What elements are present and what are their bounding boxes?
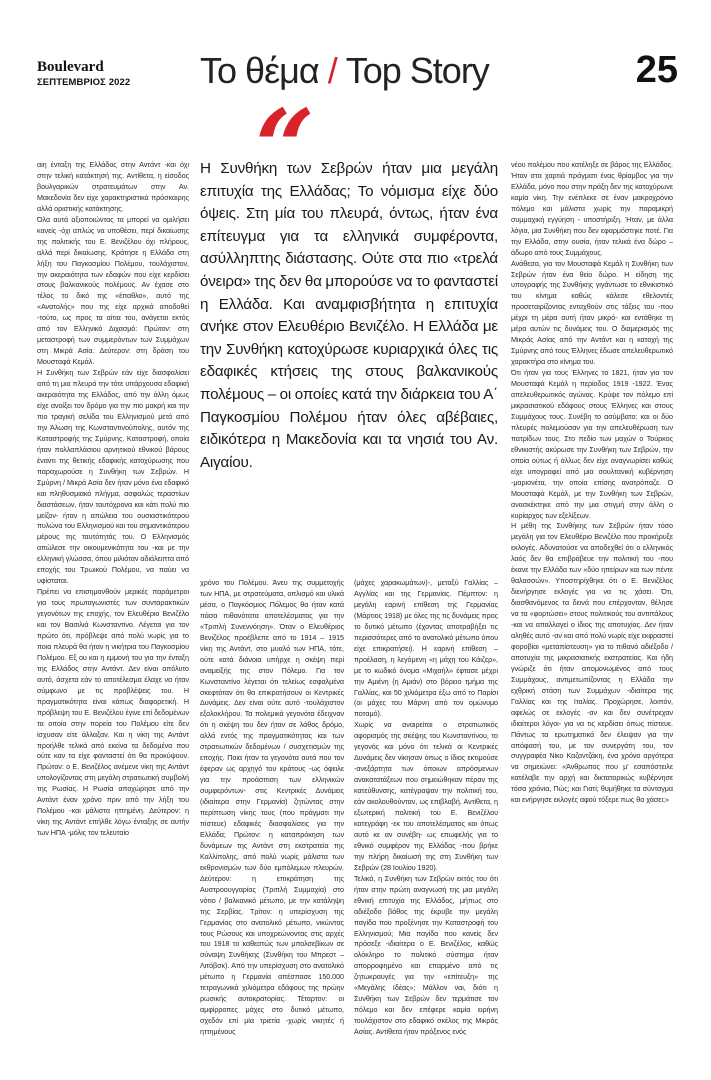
section-title-english: Top Story bbox=[345, 50, 489, 91]
paragraph: Χωρίς να αναιρείται ο στρατιωτικός αφορισμός της σκέψης του Κωνσταντίνου, το γεγονός και μόνο ότι τελικά οι Κεντρικές Δυνάμεις δεν νίκησαν όπως ο ίδιος εκτιμούσε -ανεξάρτητα των όποιων απρόσμενων ανακατατάξεων που σημειώθηκαν πέραν της κατεύθυνσης, κατέγραψαν την πολιτική του, εάν ακολουθούνταν, ως επιβλαβή. Αντίθετα, η εξωτερική πολιτική του Ε. Βενιζέλου κατεγράφη -εκ του αποτελέσματος και όπως αυτό κε αν συνέβη- ως επωφελής για το εθνικό συμφέρον της Ελλάδας -που βρήκε την πλήρη δικαίωσή της στη Συνθήκη των Σεβρών (28 Ιουλίου 1920). bbox=[354, 720, 498, 872]
article-column-3 bbox=[354, 578, 498, 1068]
paragraph: χρόνο του Πολέμου. Άνευ της συμμετοχής των ΗΠΑ, με στρατεύματα, οπλισμό και υλικά μέσα, ο Παγκόσμιος Πόλεμος θα ήταν κατά πάσα πιθανότατα αποτελέσματος για την «Τριπλή Συνεννόηση». Όταν ο Ελευθέριος Βενιζέλος προέβλεπε από το 1914 – 1915 νίκη της Αντάντ, στο μυαλό των ΗΠΑ, τότε, ούτε κατά διάνοια υπήρχε η σκέψη περί αναμείξής της στον Πόλεμο. Για τον Κωνσταντίνο λέγεται ότι τελείως εσφαλμένα σκεφτόταν ότι θα επικρατήσουν οι Κεντρικές Δυνάμεις. Δεν είναι ούτε αυτό -τουλάχιστον εξολοκλήρου. Τα πολεμικά γεγονότα έδειχναν ότι η σκέψη του δεν ήταν σε λάθος δρόμο, αλλά εντός της πραγματικότητας και των στρατιωτικών δεδομένων / συσχετισμών της εποχής. Ποια ήταν τα γεγονότα αυτά που τον έφεραν ως αρχηγό του κράτους -ως όφειλε για την προάσπιση των ελληνικών συμφερόντων- στις Κεντρικές Δυνάμεις (ιδιαίτερα στην Γερμανία) ζητώντας στην περίπτωση νίκης τους (που πράγματι την πίστευε) εδαφικές διασφαλίσεις για την Ελλάδα; Πρώτον: η καταπρόκηση των δυνάμεων της Αντάντ στη εκστρατεία της Καλλίπολης, από πολύ νωρίς μάλιστα των εκθρονισμών των δύο εμπόλεμων πλευρών. Δεύτερον: η επικράτηση της Αυστροουγγαρίας (Τριπλή Συμμαχία) στο νότιο / βαλκανικό μέτωπο, με την κατάληψη της Σερβίας. Τρίτον: η υπερίσχυση της Γερμανίας στο ανατολικό μέτωπο, νικώντας τους Ρώσους και υποχρεώνοντας στις αρχές του 1918 το καθεστώς των μπολσεβίκων σε σύναψη Συνθήκης (Συνθήκη του Μπρεστ – Λιτόβσκ). Από την υπερίσχυση στο ανατολικό μέτωπο η Γερμανία απέσπασε 150.000 τετραγωνικά χιλιόμετρα εδάφους της πρώην ρωσικής αυτοκρατορίας. Τέταρτον: οι αμφίρροπες μάχες στο δυτικό μέτωπο, σχεδόν επί μία τριετία -χωρίς νικητές ή ηττημένους bbox=[200, 578, 344, 1037]
section-title-greek: Το θέμα bbox=[200, 50, 319, 91]
section-title bbox=[200, 50, 520, 92]
paragraph: Τελικά, η Συνθήκη των Σεβρών εκτός του ότι ήταν στην πρώτη αναγνωσή της μια μεγάλη εθνική επιτυχία της Ελλάδος, μήπως στο αδιέξοδο βάθος της έκρυβε την μεγάλη παγίδα που προξένησε την Καταστροφή του Ελληνισμού; Μια παγίδα που κανείς δεν πρόσεξε -ιδιαίτερα ο Ε. Βενιζέλος, καθώς ολόκληρο το πολιτικό σύστημα ήταν απορροφημένο και επαρμένο από τις ζητωκραυγές για την «επίτευξη» της «Μεγάλης Ιδέας»; Μάλλον ναι, διότι η Συνθήκη των Σεβρών δεν τερμάτισε τον πόλεμο και δεν επέφερε καμία ειρήνη τουλάχιστον στο εδαφικό σκέλος της Μικράς Ασίας. Αντίθετα ήταν πρόξενος ενός bbox=[354, 873, 498, 1037]
paragraph: Όλα αυτά αξιοποιώντας τα μπορεί να ομιλήσει κανείς -όχι απλώς να υποθέσει, περί δικαίωσης της πολιτικής του Ε. Βενιζέλου όχι πλήρους, αλλά περί δικαίωσης. Κράτησε η Ελλάδα στη λήξη του Παγκοσμίου Πολέμου, τουλάχιστον, την ακεραιότητα των εδαφών που είχε κερδίσει στους βαλκανικούς πολέμους. Αν έχασε στο τέλος το δικό της «έπαθλο», αυτό της «Ανατολής» που της είχε αρχικά αποδοθεί -τούτο, ως προς τα αίτια του, ανάγεται εκτός από τον Ελληνικό Διχασμό: Πρώτον: στη μεταστροφή των συμμερόντων των Συμμάχων στη Μικρά Ασία. Δεύτερον: στη δράση του Μουσταφά Κεμάλ. bbox=[37, 214, 189, 367]
quote-mark-icon: “ bbox=[255, 86, 309, 209]
paragraph: Η μέθη της Συνθήκης των Σεβρών ήταν τόσο μεγάλη για τον Ελευθέριο Βενιζέλο που προκήρυξε εκλογές. Αδυνατούσε να αποδεχθεί ότι ο ελληνικός λαός δεν θα επιβράβευε την πολιτική του -που έκανε την Ελλάδα των «δύο ηπείρων και των πέντε θαλασσών». Υποστηρίχθηκε ότι ο Ε. Βενιζέλος διενήργησε εκλογές για να τις χάσει. Ότι, διασθανόμενος τα δεινά που επέρχονταν, θέλησε να τα «φορτώσει» στους πολιτικούς του αντιπάλους -και να απαλλαγεί ο ίδιος της αποτυχίας. Δεν ήταν αληθές αυτό -αν και από πολύ νωρίς είχε εκφραστεί φοροβίαι «μεταπίστευση» για το πιθανό αδιέξοδο / αποτυχία της μικρασιατικής εκστρατείας. Και ήδη γνώριζε ότι ήταν απομονωμένος από τους Συμμάχους, αντιμετωπίζοντας η Ελλάδα την εχθρική στάση των Συμμάχων -ιδιαίτερα της Γαλλίας και της Ιταλίας. Προχώρησε, λοιπόν, αφελώς σε εκλογές -αν και δεν συνέτρεχαν ιδιαίτεροι λόγοι- για να τις κερδίσει όπως πίστευε. Πάντως τα ερωτηματικά δεν έλειψαν για την απόφασή του, με τον συνεργάτη του, τον συγγραφέα Νίκο Καζαντζάκη, ένα χρόνο αργότερα να σημειώνει: «Άνθρωπος που μ' εσαπόστειλε κατέλαβε την αρχή και δικτατορικώς κυβέρνησε τόσα χρόνια, Πώς; και Γιατί; θυμήθηκε τα σύνταγμα και ενήργησε εκλογές αφού τόξερε πως θα χάσει;» bbox=[511, 521, 673, 805]
paragraph: (μάχες χαρακωμάτων)-, μεταξύ Γαλλίας – Αγγλίας και της Γερμανίας. Πέμπτον: η μεγάλη εαρινή επίθεση της Γερμανίας (Μάρτιος 1918) με όλες της τις δυνάμεις προς το δυτικό μέτωπο (έχοντας αποτραβήξει τις περισσότερες από το ανατολικό μέτωπο όπου είχε επικρατήσει). Η εαρινή επίθεση – προέλαση, η λεγόμενη «η μάχη του Κάιζερ», με το κωδικό όνομα «Μιχαήλ» έφτασε μέχρι την Αμιένη (η Αμιάν) στο βόρειο τμήμα της Γαλλίας, και 50 χιλιόμετρα έξω από το Παρίσι (οι μάχες του Μάρνη από τον ομώνυμο ποταμό). bbox=[354, 578, 498, 719]
paragraph: Η Συνθήκη των Σεβρών εάν είχε διασφαλίσει από τη μια πλευρά την τότε υπάρχουσα εδαφική ακεραιότητα της Ελλάδος, από την άλλη όμως είχε ανοίξει τον δρόμο για την πιο μακρή και την πιο τραγική σελίδα του Ελληνισμού μετά από την Άλωση της Κωνσταντινούπολης, αυτόν της Καταστροφής της Σμύρνης. Καταστροφή, οποία ήταν πολλαπλάσιου αρνητικού εθνικού βάρους έναντι της θετικής εδαφικής κατοχύρωσης που παραχωρούσε η Συνθήκη των Σεβρών. Η Σμύρνη / Μικρά Ασία δεν ήταν μόνο ένα εδαφικό και πληθυσμιακό πλήγμα, ασφαλώς τεραστίων διαστάσεων, ήταν ταυτόχρονα και κάτι πολύ πιο μείζον- ήταν η απώλεια του ουσιαστικότερου πυλώνα του Ελληνισμού και του σημαντικότερου μέρους της ταυτότητάς του. Ο Ελληνισμός απώλεσε την οικουμενικότητα του -και με την ελληνική γλώσσα, όπου μιλιόταν αδιάλειπτα από εποχής του Τρωικού Πολέμου, να παύει να υφίσταται. bbox=[37, 368, 190, 586]
article-column-4 bbox=[511, 160, 673, 1065]
paragraph: Ότι ήταν για τους Έλληνες το 1821, ήταν για τον Μουσταφά Κεμάλ η περίοδος 1919 -1922. Ένας απελευθερωτικός αγώνας. Κρύψε τον πόλεμο επί μικρασιατικού εδάφους στους Έλληνες και στους Συμμάχους τους. Συνέβη το ασύμβατο: και οι δύο πλευρές πολεμούσαν για την απελευθέρωση των πατρίδων τους. Στο πεδίο των μαχών ο Τούρκος εθνικιστής ακύρωσε την Συνθήκη των Σεβρών, την οποία ούτως ή άλλως δεν είχε αναγνωρίσει καθώς είχε υπογραφεί από μια σουλτανική κυβέρνηση -μαριονέτα, την οποία επίσης ανατρόπαζε. Ο Μουσταφά Κεμάλ, με την Συνθήκη των Σεβρών, ανασκέκτηκε από την μια στιγμή στην άλλη ο κυρίαρχος των εξελίξεων. bbox=[511, 368, 673, 520]
pull-quote: Η Συνθήκη των Σεβρών ήταν μια μεγάλη επιτυχία της Ελλάδας; Το νόμισμα είχε δύο όψεις. Στη μία του πλευρά, όντως, ήταν ένα επίτευγμα για τα ελληνικά συμφέροντα, ασύλληπτης διάστασης. Ούτε στα πιο «τρελά όνειρα» της δεν θα μπορούσε να το φανταστεί η Ελλάδα. Και αναμφισβήτητα η επιτυχία ανήκε στον Ελευθέριο Βενιζέλο. Η Ελλάδα με την Συνθήκη κατοχύρωσε κυριαρχικά όλες τις εδαφικές κτήσεις της στους βαλκανικούς πολέμους – οι οποίες κατά την διάρκεια του Α΄ Παγκοσμίου Πολέμου ήταν όλες αβέβαιες, ειδικότερα η Μακεδονία και τα νησιά του Αν. Αιγαίου. bbox=[200, 160, 498, 471]
magazine-brand bbox=[37, 60, 147, 88]
paragraph: αιη ένταξη της Ελλάδος στην Αντάντ -και όχι στην τελική κατάκτησή της. Αντίθετα, η είσοδος βουλγαρικών στρατευμάτων στην Αν. Μακεδονία δεν είχε χαρακτηριστικά πρόσκαιρης αλλά οριστικής κατάκτησης. bbox=[37, 160, 189, 213]
section-separator: / bbox=[327, 50, 337, 91]
article-column-1 bbox=[37, 160, 189, 1065]
article-column-2 bbox=[200, 578, 344, 1068]
paragraph: Ανάθεσα, για τον Μουσταφά Κεμάλ η Συνθήκη των Σεβρών ήταν ένα θείο δώρο. Η είδηση της υπογραφής της Συνθήκης γιγάντωσε το εθνικιστικό του κίνημα καθώς κάλεσε εθελοντές προσεταιρίζοντας ενταχθούν στις τάξεις του -που μέχρι τη μέρα αυτή ήταν μικρό- και εντάθηκε τη μέρα αυτών τις δυνάμεις του. Ο διαμερισμός της Μικράς Ασίας από την Αντάντ και η κατοχή της Σμύρνης από τους Έλληνες έδωσε απελευθερωτικό χαρακτήρα στο κίνημα του. bbox=[511, 258, 673, 367]
issue-date: ΣΕΠΤΕΜΒΡΙΟΣ 2022 bbox=[37, 77, 131, 88]
page-number: 25 bbox=[635, 49, 678, 91]
paragraph: Πρέπει να επισημανθούν μερικές παράμετροι για τους πρωταγωνιστές των συνταρακτικών γεγονότων της εποχής, τον Ελευθέριο Βενιζέλο και τον Βασιλιά Κωνσταντίνο. Λέγεται για τον πρώτο ότι, πρόβλεψε από πολύ νωρίς για το ποια πλευρά θα ήταν η νικήτρια του Παγκοσμίου Πολέμου. Εξ ου και η εμμονή του για την ένταξη της Ελλάδος στην Αντάντ. Δεν είναι απόλυτο αυτό, άσχετα εάν το αποτέλεσμα έλαχε να ήταν σύμφωνο με τις προβλέψεις του. Η πραγματικότητα είναι κάπως διαφορετική. Η πρόβλεψη του Ε. Βενιζέλου έγινε επί δεδομένων τα οποία στην πορεία του Πολέμου είτε δεν ίσχυσαν είτε άλλαξαν. Και η νίκη της Αντάντ προήλθε τελικά από εκείνα τα δεδομένα που ούτε καν τα είχε φανταστεί ότι θα προκύψουν. Πρώτον: ο Ε. Βενιζέλος ανέμενε νίκη της Αντάντ υπολογίζοντας στη μεγάλη στρατιωτική συμβολή της Ρωσίας. Η Ρωσία αποχώρησε από την Αντάντ έναν χρόνο πριν από την λήξη του Πολέμου -και μάλιστα ηττημένη. Δεύτερον: η νίκη της Αντάντ επήλθε λόγω ένταξης σε αυτήν των ΗΠΑ -μόλις τον τελευταίο bbox=[37, 587, 189, 838]
paragraph: νέου πολέμου που κατέληξε σε βάρος της Ελλάδος. Ήταν στα χαρτιά πράγματι ένας θρίαμβος για την Ελλάδα, μόνο που στην πράξη δεν της κατοχύρωνε καμία νίκη. Την ενέπλεκε σε έναν μακροχρόνιο πόλεμο και μάλιστα χωρίς την παραμικρή συμμαχική εγγύηση - υποστήριξη. Ήταν, με άλλα λόγια, μια Συνθήκη που δεν εφαρμόστηκε ποτέ. Για την Ελλάδα, στην ουσία, ήταν τελικά ένα δώρο – άδωρο από τους Συμμάχους. bbox=[511, 160, 673, 257]
brand-name: Boulevard bbox=[37, 59, 104, 75]
